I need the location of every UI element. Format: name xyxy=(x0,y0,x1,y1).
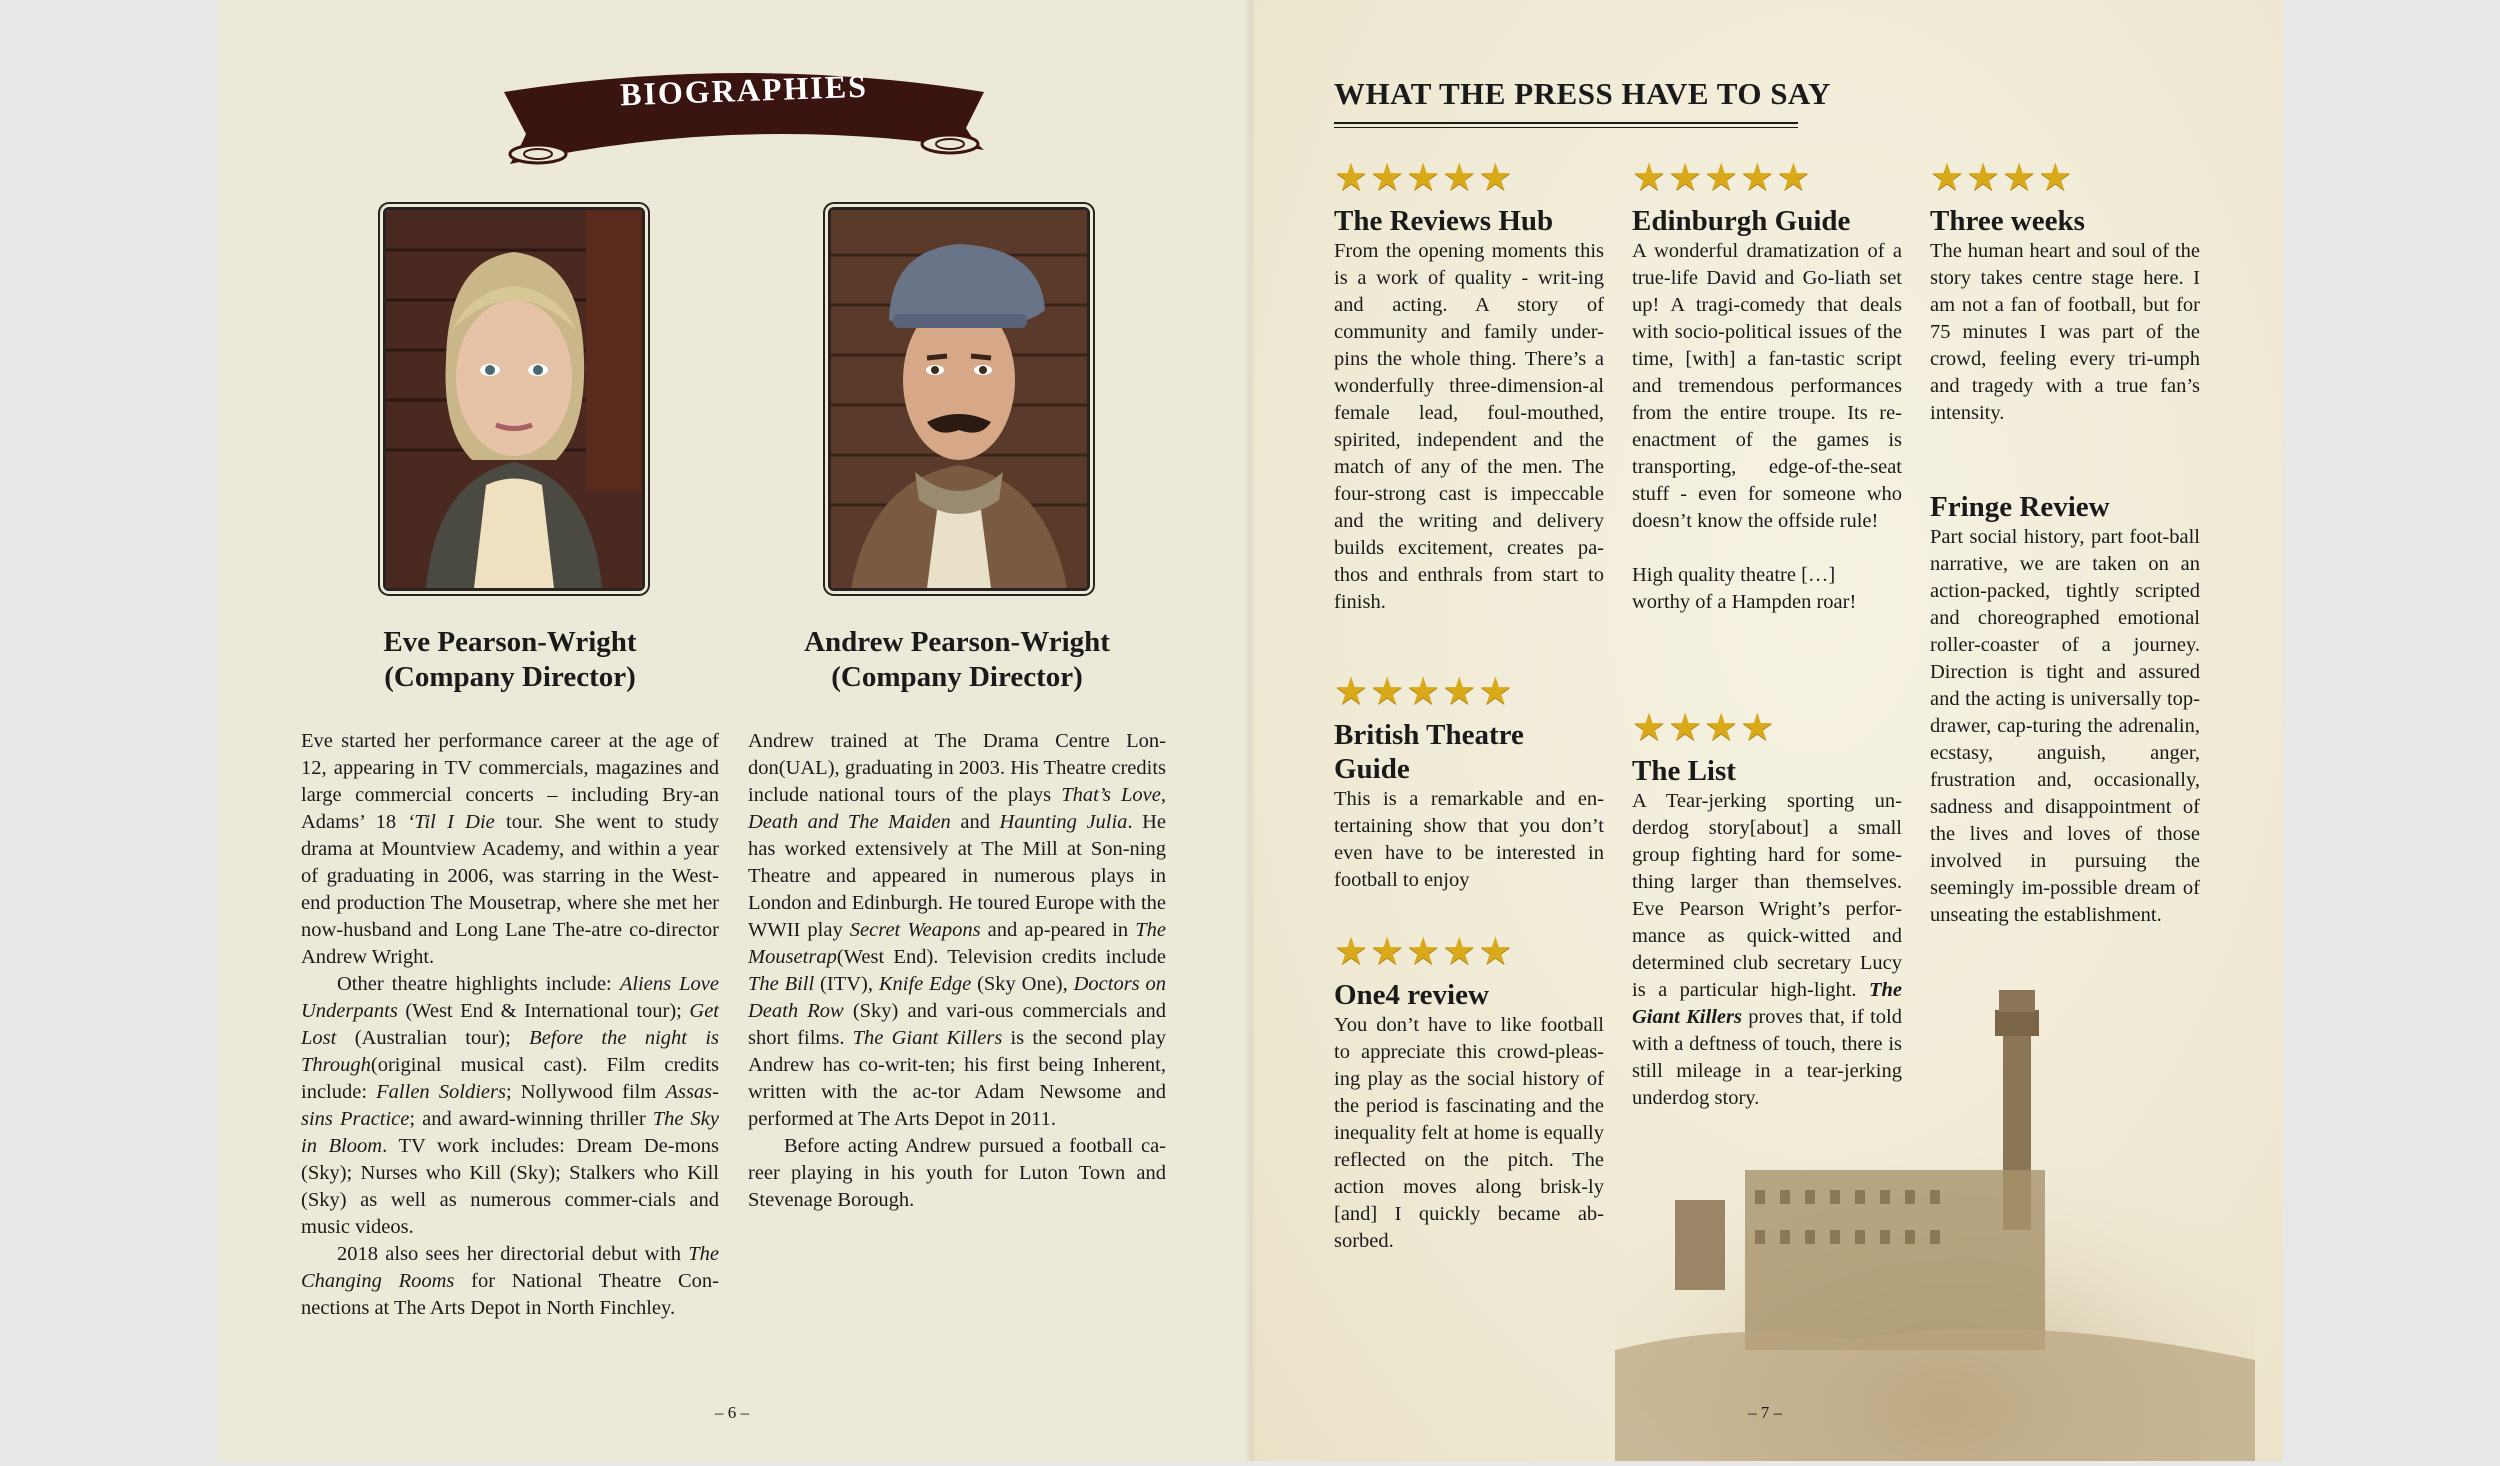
star-rating xyxy=(1334,932,1604,976)
review-three-weeks xyxy=(1930,158,2200,427)
star-rating xyxy=(1334,158,1604,202)
review-text: Part social history, part foot-ball narrative, we are taken on an action-packed, tightly scripted and choreographed emotional roller-coaster of a journey. Direction is tight and assured and the acting is universally top-drawer, cap-turing the adrenalin, ecstasy, anguish, anger, frustration and, occasionally, sadness and disappointment of the lives and loves of those involved in pursuing the seemingly im-possible dream of unseating the establishment. xyxy=(1930,526,2200,926)
star-icon: ★ xyxy=(1668,157,1705,199)
biographies-banner xyxy=(500,62,988,167)
star-icon: ★ xyxy=(1442,157,1479,199)
star-icon: ★ xyxy=(1406,671,1443,713)
star-icon: ★ xyxy=(2038,157,2075,199)
star-icon: ★ xyxy=(1704,707,1741,749)
person-name: Andrew Pearson-Wright xyxy=(804,626,1110,658)
review-edinburgh-guide xyxy=(1632,158,1902,616)
book-spine xyxy=(1244,0,1256,1461)
review-source: The Reviews Hub xyxy=(1334,205,1554,237)
andrew-biography: Andrew trained at The Drama Centre Lon-don(UAL), graduating in 2003. His Theatre credits include national tours of the plays That’s Love, Death and The Maiden and Haunting Julia. He has worked extensively at The Mill at Son-ning Theatre and appeared in numerous plays in London and Edinburgh. He toured Europe with the WWII play Secret Weapons and ap-peared in The Mousetrap(West End). Television credits include The Bill (ITV), Knife Edge (Sky One), Doctors on Death Row (Sky) and vari-ous commercials and short films. The Giant Killers is the second play Andrew has co-writ-ten; his first being Inherent, written with the ac-tor Adam Newsome and performed at The Arts Depot in 2011. Before acting Andrew pursued a football ca-reer playing in his youth for Luton Town and Stevenage Borough. xyxy=(748,730,1166,1211)
press-section-title: WHAT THE PRESS HAVE TO SAY xyxy=(1334,76,1831,111)
star-icon: ★ xyxy=(1930,157,1967,199)
star-icon: ★ xyxy=(1668,707,1705,749)
review-text: A wonderful dramatization of a true-life David and Go-liath set up! A tragi-comedy that deals with socio-political issues of the time, [with] a fan-tastic script and tremendous performances from the entire troupe. Its re-enactment of the games is transporting, edge-of-the-seat stuff - even for someone who doesn’t know the offside rule! High quality theatre […] worthy of a Hampden roar! xyxy=(1632,240,1902,613)
star-rating xyxy=(1632,158,1902,202)
review-source: British Theatre Guide xyxy=(1334,719,1524,785)
review-the-list xyxy=(1632,708,1902,1112)
star-icon: ★ xyxy=(1442,931,1479,973)
page-number-left: – 6 – xyxy=(715,1403,749,1422)
star-icon: ★ xyxy=(1966,157,2003,199)
star-icon: ★ xyxy=(1334,931,1371,973)
person-name: Eve Pearson-Wright xyxy=(383,626,637,658)
star-icon: ★ xyxy=(1776,157,1813,199)
star-icon: ★ xyxy=(1478,157,1515,199)
eve-biography: Eve started her performance career at the age of 12, appearing in TV commercials, magazines and large commercial concerts – including Bry-an Adams’ 18 ‘Til I Die tour. She went to study drama at Mountview Academy, and within a year of graduating in 2006, was starring in the West-end production The Mousetrap, where she met her now-husband and Long Lane The-atre co-director Andrew Wright. Other theatre highlights include: Aliens Love Underpants (West End & International tour); Get Lost (Australian tour); Before the night is Through(original musical cast). Film credits include: Fallen Soldiers; Nollywood film Assas-sins Practice; and award-winning thriller The Sky in Bloom. TV work includes: Dream De-mons (Sky); Nurses who Kill (Sky); Stalkers who Kill (Sky) as well as numerous commer-cials and music videos. 2018 also sees her directorial debut with The Changing Rooms for National Theatre Con-nections at The Arts Depot in North Finchley. xyxy=(301,730,720,1319)
banner-title: BIOGRAPHIES xyxy=(619,67,869,113)
review-text: From the opening moments this is a work of quality - writ-ing and acting. A story of community and family under-pins the whole thing. There’s a wonderfully three-dimension-al female lead, foul-mouthed, spirited, independent and the match of any of the men. The four-strong cast is impeccable and the writing and delivery builds excitement, creates pa-thos and enthrals from start to finish. xyxy=(1334,240,1604,613)
review-fringe-review xyxy=(1930,488,2200,929)
star-icon: ★ xyxy=(1370,931,1407,973)
review-reviews-hub xyxy=(1334,158,1604,616)
star-icon: ★ xyxy=(1442,671,1479,713)
star-rating xyxy=(1334,672,1604,716)
review-source: One4 review xyxy=(1334,979,1489,1011)
review-source: Fringe Review xyxy=(1930,491,2110,523)
star-icon: ★ xyxy=(1740,157,1777,199)
star-icon: ★ xyxy=(1334,157,1371,199)
star-icon: ★ xyxy=(1704,157,1741,199)
review-one4 xyxy=(1334,932,1604,1255)
star-icon: ★ xyxy=(1478,931,1515,973)
star-icon: ★ xyxy=(1370,671,1407,713)
title-underline xyxy=(1334,122,1798,124)
star-icon: ★ xyxy=(2002,157,2039,199)
star-rating xyxy=(1632,708,1902,752)
review-text: The human heart and soul of the story takes centre stage here. I am not a fan of football, but for 75 minutes I was part of the crowd, feeling every tri-umph and tragedy with a true fan’s intensity. xyxy=(1930,240,2200,424)
star-icon: ★ xyxy=(1740,707,1777,749)
star-icon: ★ xyxy=(1632,707,1669,749)
person-role: (Company Director) xyxy=(831,661,1083,693)
title-underline-thin xyxy=(1334,127,1798,128)
eve-name-heading xyxy=(310,625,710,695)
eve-portrait xyxy=(383,207,645,591)
review-text: A Tear-jerking sporting un-derdog story[about] a small group fighting hard for some-thing larger than themselves. Eve Pearson Wright’s perfor-mance as quick-witted and determined club secretary Lucy is a particular high-light. The Giant Killers proves that, if told with a deftness of touch, there is still mileage in a tear-jerking underdog story. xyxy=(1632,790,1902,1109)
star-icon: ★ xyxy=(1632,157,1669,199)
andrew-portrait xyxy=(828,207,1090,591)
review-source: The List xyxy=(1632,755,1736,787)
person-role: (Company Director) xyxy=(384,661,636,693)
andrew-name-heading xyxy=(757,625,1157,695)
star-icon: ★ xyxy=(1478,671,1515,713)
page-number-right: – 7 – xyxy=(1748,1403,1782,1422)
star-icon: ★ xyxy=(1370,157,1407,199)
star-icon: ★ xyxy=(1334,671,1371,713)
review-source: Three weeks xyxy=(1930,205,2085,237)
review-british-theatre-guide xyxy=(1334,672,1604,894)
review-text: You don’t have to like football to appreciate this crowd-pleas-ing play as the social history of the period is fascinating and the inequality felt at home is equally reflected on the pitch. The action moves along brisk-ly [and] I quickly became ab-sorbed. xyxy=(1334,1014,1604,1252)
star-rating xyxy=(1930,158,2200,202)
star-icon: ★ xyxy=(1406,157,1443,199)
review-text: This is a remarkable and en-tertaining show that you don’t even have to be interested in football to enjoy xyxy=(1334,788,1604,891)
star-icon: ★ xyxy=(1406,931,1443,973)
review-source: Edinburgh Guide xyxy=(1632,205,1851,237)
